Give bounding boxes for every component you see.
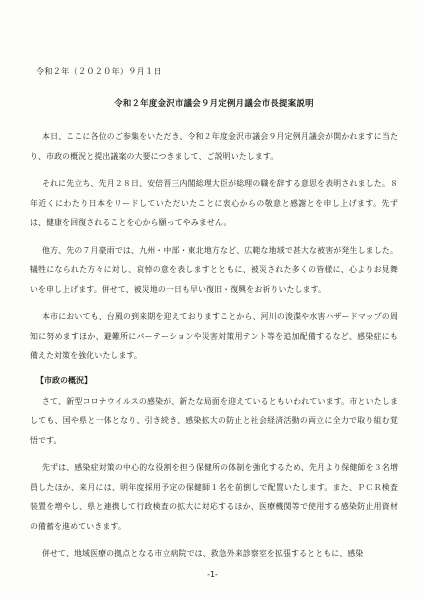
document-body [30, 66, 398, 572]
section-heading-city-overview: 【市政の概況】 [36, 375, 92, 385]
paragraph-july-rain: 他方、先の７月豪雨では、九州・中部・東北地方など、広範な地域で甚大な被害が発生しました。犠牲になられた方々に対し、哀悼の意を表しますとともに、被災された多くの皆様に、心よりお見舞いを申し上げます。併せて、被災地の一日も早い復旧・復興をお祈りいたします。 [30, 245, 398, 294]
paragraph-opening: 本日、ここに各位のご参集をいただき、令和２年度金沢市議会９月定例月議会が開かれますに当たり、市政の概況と提出議案の大要につきまして、ご説明いたします。 [30, 132, 398, 161]
paragraph-typhoon: 本市においても、台風の到来期を迎えておりますことから、河川の浚渫や水害ハザードマップの周知に努めますほか、避難所にパーテーションや災害対策用テント等を追加配備するなど、感染症にも備えた対策を強化いたします。 [30, 312, 398, 360]
paragraph-hospital: 併せて、地域医療の拠点となる市立病院では、救急外来診察室を拡張するとともに、感染 [42, 549, 364, 558]
paragraph-covid: さて、新型コロナウイルスの感染が、新たな局面を迎えているともいわれています。市といたしましても、国や県と一体となり、引き続き、感染拡大の防止と社会経済活動の両立に全力で取り組む覚悟です。 [30, 396, 398, 445]
page-number: -1- [207, 570, 218, 579]
paragraph-health-center: 先ずは、感染症対策の中心的な役割を担う保健所の体制を強化するため、先月より保健師を３名増員したほか、来月には、明年度採用予定の保健師１名を前倒しで配置いたします。また、ＰＣＲ検査装置を増やし、県と連携して行政検査の拡大に対応するほか、医療機関等で使用する感染防止用資材の備蓄を進めていきます。 [30, 463, 398, 531]
document-title: 令和２年度金沢市議会９月定例月議会市長提案説明 [114, 98, 314, 108]
document-date: 令和２年（２０２０年）９月１日 [36, 66, 162, 76]
paragraph-prime-minister: それに先立ち、先月２８日、安倍晋三内閣総理大臣が総理の職を辞する意思を表明されました。８年近くにわたり日本をリードしていただいたことに衷心からの敬意と感謝とを申し上げます。先ずは、健康を回復されることを心から願ってやみません。 [30, 179, 398, 227]
